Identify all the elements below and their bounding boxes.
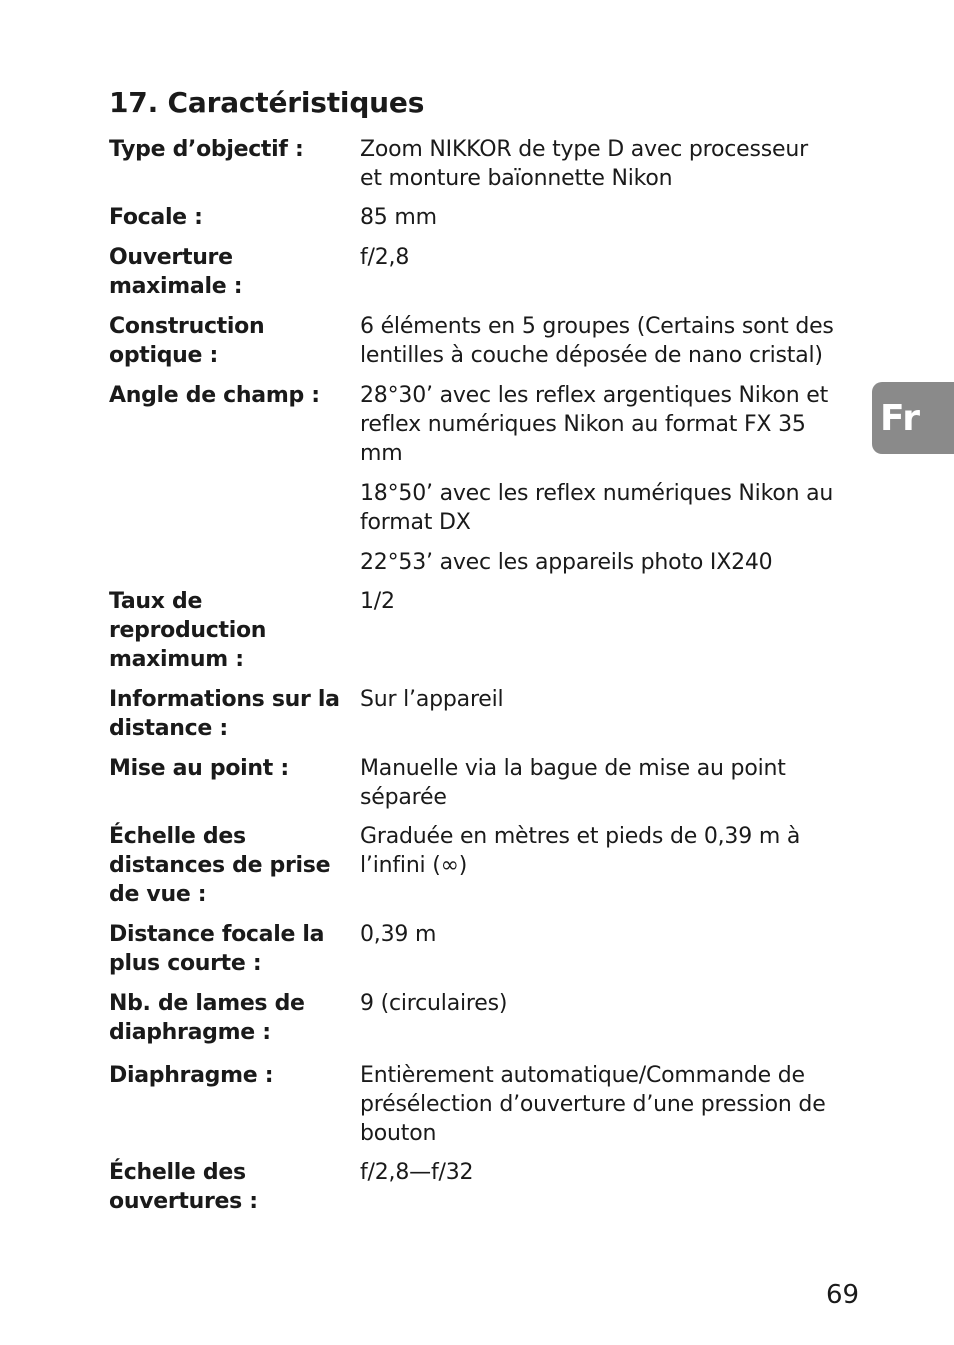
spec-value bbox=[360, 135, 820, 193]
spec-value-text: Entièrement automatique/Commande de présélection d’ouverture d’une pression de bouton bbox=[360, 1063, 826, 1146]
spec-label: Mise au point : bbox=[109, 756, 289, 781]
spec-value-text: 9 (circulaires) bbox=[360, 991, 508, 1016]
spec-value bbox=[360, 920, 860, 949]
spec-value-text: f/2,8—f/32 bbox=[360, 1160, 474, 1185]
page-title: 17. Caractéristiques bbox=[109, 86, 425, 119]
language-tab: Fr bbox=[872, 382, 954, 454]
spec-value bbox=[360, 381, 840, 577]
spec-value bbox=[360, 822, 820, 880]
page-number: 69 bbox=[826, 1280, 860, 1310]
spec-value bbox=[360, 1061, 840, 1148]
spec-value bbox=[360, 1158, 860, 1187]
spec-value-text: Zoom NIKKOR de type D avec processeur et monture baïonnette Nikon bbox=[360, 137, 808, 191]
spec-value bbox=[360, 989, 860, 1018]
spec-value bbox=[360, 685, 860, 714]
spec-value-text: 1/2 bbox=[360, 589, 395, 614]
spec-value bbox=[360, 312, 850, 370]
spec-label: Type d’objectif : bbox=[109, 137, 304, 162]
spec-value-text: Manuelle via la bague de mise au point séparée bbox=[360, 756, 786, 810]
spec-label: Focale : bbox=[109, 205, 203, 230]
spec-value-text: 18°50’ avec les reflex numériques Nikon au format DX bbox=[360, 481, 834, 535]
spec-label: Construction optique : bbox=[109, 314, 265, 368]
spec-label: Ouverture maximale : bbox=[109, 245, 243, 299]
spec-label: Échelle des distances de prise de vue : bbox=[109, 824, 331, 907]
spec-label: Échelle des ouvertures : bbox=[109, 1160, 258, 1214]
spec-label: Taux de reproduction maximum : bbox=[109, 589, 267, 672]
spec-value-text: 85 mm bbox=[360, 205, 437, 230]
spec-value bbox=[360, 587, 860, 616]
spec-value bbox=[360, 243, 860, 272]
spec-label: Angle de champ : bbox=[109, 383, 320, 408]
spec-value-text: Graduée en mètres et pieds de 0,39 m à l’infini (∞) bbox=[360, 824, 801, 878]
spec-value-text: 0,39 m bbox=[360, 922, 437, 947]
spec-value bbox=[360, 203, 860, 232]
spec-label: Informations sur la distance : bbox=[109, 687, 340, 741]
spec-value-text: 6 éléments en 5 groupes (Certains sont des lentilles à couche déposée de nano cristal) bbox=[360, 314, 834, 368]
spec-value-text: f/2,8 bbox=[360, 245, 410, 270]
spec-label: Distance focale la plus courte : bbox=[109, 922, 325, 976]
spec-value-text: 28°30’ avec les reflex argentiques Nikon et reflex numériques Nikon au format FX 35 mm bbox=[360, 383, 829, 466]
spec-value-text: Sur l’appareil bbox=[360, 687, 504, 712]
spec-value-text: 22°53’ avec les appareils photo IX240 bbox=[360, 550, 773, 575]
spec-label: Nb. de lames de diaphragme : bbox=[109, 991, 305, 1045]
spec-label: Diaphragme : bbox=[109, 1063, 274, 1088]
spec-value bbox=[360, 754, 810, 812]
